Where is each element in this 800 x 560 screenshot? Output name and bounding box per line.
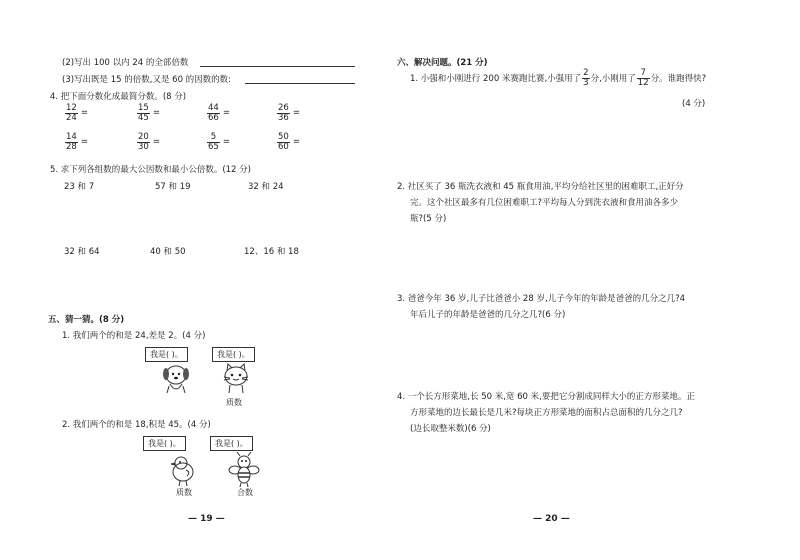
guess-1-speech-bubble-right: 我是( )。 bbox=[212, 347, 255, 362]
guess-2-caption-2: 合数 bbox=[237, 488, 253, 497]
problem-4-line-1: 4. 一个长方形菜地,长 50 米,宽 60 米,要把它分割成同样大小的正方形菜地。正 bbox=[397, 392, 695, 402]
problem-3-line-2: 年后儿子的年龄是爸爸的几分之几?(6 分) bbox=[410, 310, 566, 320]
fraction-denominator: 45 bbox=[138, 112, 149, 123]
q4-fraction-6 bbox=[136, 133, 160, 152]
guess-2-text: 2. 我们两个的和是 18,积是 45。(4 分) bbox=[62, 420, 211, 430]
fraction-numerator: 2 bbox=[583, 68, 589, 78]
fraction-numerator: 12 bbox=[66, 103, 77, 113]
guess-1-text: 1. 我们两个的和是 24,差是 2。(4 分) bbox=[62, 331, 206, 341]
fraction-denominator: 3 bbox=[583, 77, 589, 88]
problem-1-post: 分。谁跑得快? bbox=[650, 73, 707, 84]
problem-1-fraction-1 bbox=[582, 69, 589, 88]
problem-4-line-2: 方形菜地的边长最长是几米?每块正方形菜地的面积占总面积的几分之几? bbox=[410, 408, 683, 418]
q5-pair-6: 12、16 和 18 bbox=[244, 247, 299, 257]
fraction-numerator: 5 bbox=[207, 133, 220, 143]
q4-title: 4. 把下面分数化成最简分数。(8 分) bbox=[50, 92, 187, 102]
equals-sign: = bbox=[292, 108, 300, 119]
problem-2-line-1: 2. 社区买了 36 瓶洗衣液和 45 瓶食用油,平均分给社区里的困难职工,正好分 bbox=[397, 182, 684, 192]
guess-1-speech-bubble-left: 我是( )。 bbox=[145, 347, 188, 362]
chick-illustration bbox=[166, 452, 200, 488]
fraction-numerator: 14 bbox=[66, 132, 77, 142]
problem-1-score: (4 分) bbox=[682, 99, 706, 109]
problem-1-fraction-2 bbox=[637, 69, 650, 88]
q4-fraction-8 bbox=[276, 133, 300, 152]
equals-sign: = bbox=[152, 137, 160, 148]
q5-title: 5. 求下列各组数的最大公因数和最小公倍数。(12 分) bbox=[50, 165, 251, 175]
fraction-numerator: 44 bbox=[208, 103, 219, 113]
guess-2-speech-bubble-right: 我是( )。 bbox=[210, 436, 253, 451]
q5-pair-5: 40 和 50 bbox=[150, 247, 186, 257]
q3-sub3-text: (3)写出既是 15 的倍数,又是 60 的因数的数: bbox=[62, 75, 232, 85]
fraction-numerator: 50 bbox=[278, 132, 289, 142]
dog-illustration bbox=[158, 362, 194, 396]
fraction-denominator: 30 bbox=[138, 141, 149, 152]
cat-illustration bbox=[218, 362, 254, 396]
fraction-denominator: 28 bbox=[66, 141, 77, 152]
q4-fraction-1 bbox=[64, 104, 88, 123]
q4-fraction-5 bbox=[64, 133, 88, 152]
problem-1-text bbox=[410, 69, 706, 88]
equals-sign: = bbox=[222, 137, 230, 148]
q3-sub3-answer-line bbox=[245, 83, 355, 84]
q4-fraction-7 bbox=[206, 133, 230, 152]
fraction-numerator: 7 bbox=[637, 69, 650, 79]
fraction-denominator: 36 bbox=[278, 112, 289, 123]
q5-pair-1: 23 和 7 bbox=[64, 182, 95, 192]
fraction-numerator: 15 bbox=[138, 103, 149, 113]
q5-pair-3: 32 和 24 bbox=[248, 182, 284, 192]
fraction-denominator: 60 bbox=[278, 141, 289, 152]
problem-1-mid: 分,小刚用了 bbox=[590, 73, 636, 84]
section-5-title: 五、猜一猜。(8 分) bbox=[48, 315, 125, 325]
bee-illustration bbox=[226, 452, 262, 488]
equals-sign: = bbox=[222, 108, 230, 119]
fraction-denominator: 24 bbox=[66, 112, 77, 123]
equals-sign: = bbox=[152, 108, 160, 119]
problem-2-line-3: 瓶?(5 分) bbox=[410, 214, 447, 224]
problem-2-line-2: 完。这个社区最多有几位困难职工?平均每人分到洗衣液和食用油各多少 bbox=[410, 198, 679, 208]
q5-pair-2: 57 和 19 bbox=[155, 182, 191, 192]
fraction-numerator: 20 bbox=[138, 132, 149, 142]
problem-4-line-3: (边长取整米数)(6 分) bbox=[410, 424, 491, 434]
equals-sign: = bbox=[80, 137, 88, 148]
q3-sub2-answer-line bbox=[200, 66, 355, 67]
section-6-title: 六、解决问题。(21 分) bbox=[397, 58, 488, 68]
q4-fraction-4 bbox=[276, 104, 300, 123]
equals-sign: = bbox=[80, 108, 88, 119]
problem-1-pre: 1. 小强和小刚进行 200 米赛跑比赛,小强用了 bbox=[410, 73, 582, 84]
q4-fraction-3 bbox=[206, 104, 230, 123]
q5-pair-4: 32 和 64 bbox=[64, 247, 100, 257]
problem-3-line-1: 3. 爸爸今年 36 岁,儿子比爸爸小 28 岁,儿子今年的年龄是爸爸的几分之几?4 bbox=[397, 294, 686, 304]
page-number-left: — 19 — bbox=[188, 514, 225, 524]
guess-1-caption: 质数 bbox=[226, 398, 242, 407]
fraction-denominator: 66 bbox=[208, 112, 219, 123]
page-number-right: — 20 — bbox=[533, 514, 570, 524]
guess-2-speech-bubble-left: 我是( )。 bbox=[143, 436, 186, 451]
fraction-denominator: 12 bbox=[637, 77, 649, 88]
fraction-denominator: 65 bbox=[208, 141, 219, 152]
equals-sign: = bbox=[292, 137, 300, 148]
q4-fraction-2 bbox=[136, 104, 160, 123]
guess-2-caption-1: 质数 bbox=[176, 488, 192, 497]
q3-sub2-text: (2)写出 100 以内 24 的全部倍数 bbox=[62, 58, 189, 68]
fraction-numerator: 26 bbox=[278, 103, 289, 113]
